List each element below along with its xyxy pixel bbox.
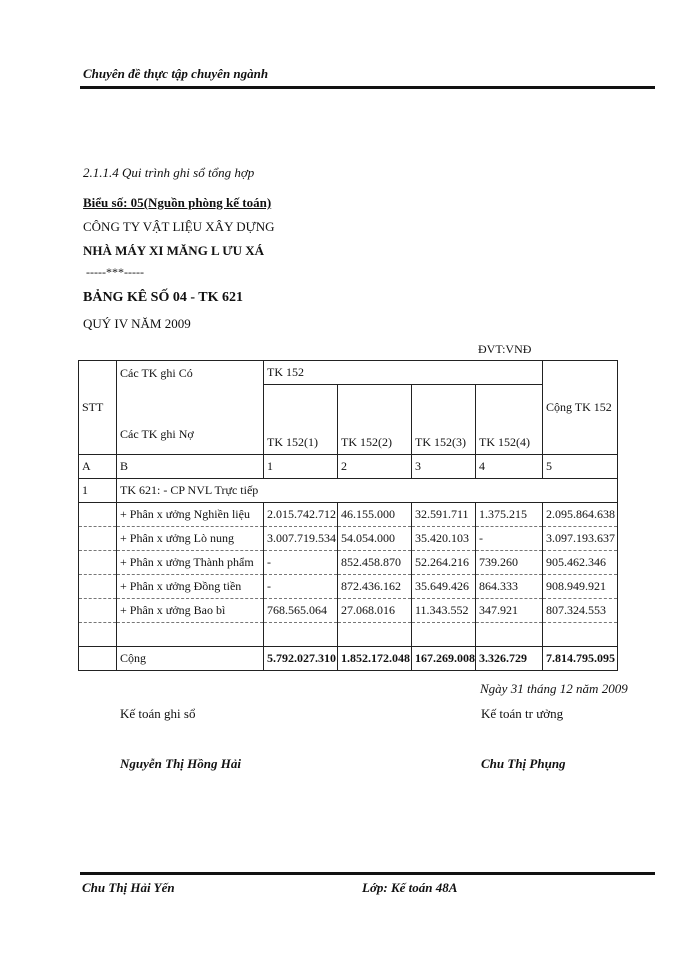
row-value: - <box>476 527 543 551</box>
row-value: 3.007.719.534 <box>264 527 338 551</box>
row-value: 872.436.162 <box>338 575 412 599</box>
row-value: - <box>264 575 338 599</box>
header-rule <box>80 86 655 89</box>
row-value: 864.333 <box>476 575 543 599</box>
row-value: - <box>264 551 338 575</box>
row-value: 35.420.103 <box>412 527 476 551</box>
header-credit-accounts: Các TK ghi Có <box>120 366 193 380</box>
code-row <box>79 455 618 479</box>
row-value: 852.458.870 <box>338 551 412 575</box>
code-cell: 2 <box>338 455 412 479</box>
sum-label: Cộng <box>117 647 264 671</box>
ledger-table <box>78 360 618 671</box>
group-label: TK 621: - CP NVL Trực tiếp <box>117 479 618 503</box>
row-value: 27.068.016 <box>338 599 412 623</box>
table-row <box>79 575 618 599</box>
row-value: 35.649.426 <box>412 575 476 599</box>
row-value: 54.054.000 <box>338 527 412 551</box>
signature-right-role: Kế toán tr ưởng <box>481 706 564 721</box>
signature-left-name: Nguyễn Thị Hồng Hải <box>120 756 241 771</box>
row-total: 2.095.864.638 <box>543 503 618 527</box>
row-value: 1.375.215 <box>476 503 543 527</box>
currency-unit: ĐVT:VNĐ <box>478 342 532 356</box>
row-total: 807.324.553 <box>543 599 618 623</box>
signature-date: Ngày 31 tháng 12 năm 2009 <box>480 681 628 696</box>
row-label: + Phân x ưởng Nghiền liệu <box>117 503 264 527</box>
row-value: 768.565.064 <box>264 599 338 623</box>
row-value: 739.260 <box>476 551 543 575</box>
signature-left-role: Kế toán ghi sổ <box>120 706 196 721</box>
sum-value: 1.852.172.048 <box>338 647 412 671</box>
sum-value: 167.269.008 <box>412 647 476 671</box>
code-cell: 3 <box>412 455 476 479</box>
group-row <box>79 479 618 503</box>
code-cell: A <box>79 455 117 479</box>
footer-class: Lớp: Kế toán 48A <box>362 880 458 895</box>
code-cell: 5 <box>543 455 618 479</box>
row-value: 52.264.216 <box>412 551 476 575</box>
code-cell: 1 <box>264 455 338 479</box>
row-value: 2.015.742.712 <box>264 503 338 527</box>
table-row <box>79 599 618 623</box>
row-value: 11.343.552 <box>412 599 476 623</box>
header-debit-accounts: Các TK ghi Nợ <box>120 427 194 441</box>
header-accounts <box>117 361 264 455</box>
row-value: 347.921 <box>476 599 543 623</box>
header-tk152-1: TK 152(1) <box>264 385 338 455</box>
sum-value: 3.326.729 <box>476 647 543 671</box>
header-tk152-2: TK 152(2) <box>338 385 412 455</box>
signature-right-name: Chu Thị Phụng <box>481 756 566 771</box>
row-value: 46.155.000 <box>338 503 412 527</box>
row-label: + Phân x ưởng Thành phẩm <box>117 551 264 575</box>
header-total: Cộng TK 152 <box>543 361 618 455</box>
row-label: + Phân x ưởng Lò nung <box>117 527 264 551</box>
sum-total: 7.814.795.095 <box>543 647 618 671</box>
section-heading: 2.1.1.4 Qui trình ghi sổ tổng hợp <box>83 165 255 180</box>
header-stt: STT <box>79 361 117 455</box>
sum-row <box>79 647 618 671</box>
header-tk152: TK 152 <box>264 361 543 385</box>
report-period: QUÝ IV NĂM 2009 <box>83 316 191 331</box>
table-row <box>79 551 618 575</box>
code-cell: 4 <box>476 455 543 479</box>
row-label: + Phân x ưởng Bao bì <box>117 599 264 623</box>
report-title: BẢNG KÊ SỐ 04 - TK 621 <box>83 290 243 305</box>
table-row <box>79 527 618 551</box>
factory-name: NHÀ MÁY XI MĂNG L ƯU XÁ <box>83 243 265 258</box>
header-tk152-4: TK 152(4) <box>476 385 543 455</box>
header-tk152-3: TK 152(3) <box>412 385 476 455</box>
separator-stars: -----***----- <box>86 265 144 279</box>
row-total: 3.097.193.637 <box>543 527 618 551</box>
row-label: + Phân x ưởng Đồng tiền <box>117 575 264 599</box>
row-total: 908.949.921 <box>543 575 618 599</box>
row-value: 32.591.711 <box>412 503 476 527</box>
group-stt: 1 <box>79 479 117 503</box>
table-row <box>79 503 618 527</box>
company-name: CÔNG TY VẬT LIỆU XÂY DỰNG <box>83 219 275 234</box>
empty-row <box>79 623 618 647</box>
page-header-title: Chuyên đề thực tập chuyên ngành <box>83 66 269 81</box>
footer-author: Chu Thị Hải Yến <box>82 880 175 895</box>
code-cell: B <box>117 455 264 479</box>
form-number: Biểu số: 05(Nguồn phòng kế toán) <box>83 195 272 210</box>
sum-value: 5.792.027.310 <box>264 647 338 671</box>
footer-rule <box>80 872 655 875</box>
row-total: 905.462.346 <box>543 551 618 575</box>
